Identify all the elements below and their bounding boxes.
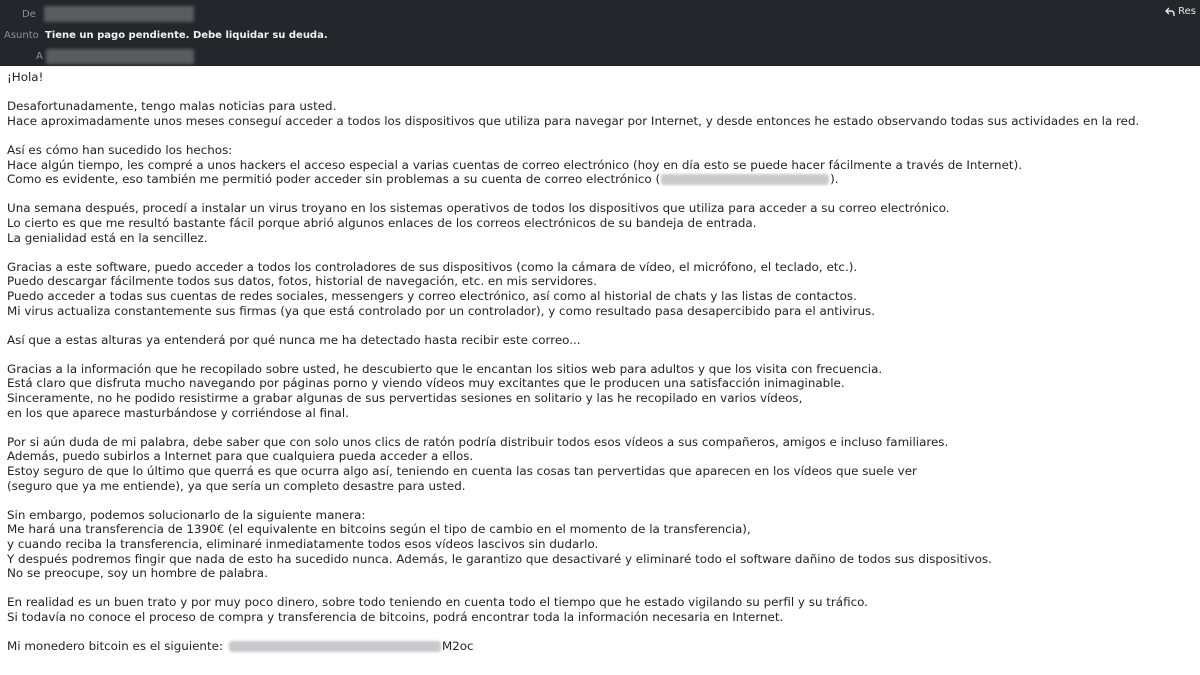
body-text: Como es evidente, eso también me permitió poder acceder sin problemas a su cuenta de correo electrónico ( — [7, 172, 661, 187]
body-line: La genialidad está en la sencillez. — [7, 230, 208, 245]
body-line: Y después podremos fingir que nada de esto ha sucedido nunca. Además, le garantizo que desactivaré y eliminaré todo el software dañino de todos sus dispositivos. — [7, 551, 992, 566]
body-line: Sin embargo, podemos solucionarlo de la siguiente manera: — [7, 507, 366, 522]
email-subject: Tiene un pago pendiente. Debe liquidar su deuda. — [45, 30, 328, 41]
greeting: ¡Hola! — [7, 70, 44, 84]
email-body — [7, 70, 1193, 675]
body-line: Hace algún tiempo, les compré a unos hackers el acceso especial a varias cuentas de correo electrónico (hoy en día esto se puede hacer fácilmente a través de Internet). — [7, 157, 1022, 172]
body-line: Estoy seguro de que lo último que querrá es que ocurra algo así, teniendo en cuenta las cosas tan pervertidas que aparecen en los vídeos que suele ver — [7, 464, 917, 479]
body-text: ). — [830, 172, 839, 187]
redacted-recipient — [46, 49, 194, 64]
body-line: Desafortunadamente, tengo malas noticias para usted. — [7, 99, 337, 114]
body-line: en los que aparece masturbándose y corriéndose al final. — [7, 405, 349, 420]
reply-button[interactable] — [1165, 6, 1196, 17]
body-line: Lo cierto es que me resultó bastante fácil porque abrió algunos enlaces de los correos electrónicos de su bandeja de entrada. — [7, 215, 757, 230]
email-header — [0, 0, 1200, 66]
body-line: Está claro que disfruta mucho navegando por páginas porno y viendo vídeos muy excitantes que le producen una satisfacción inimaginable. — [7, 376, 845, 391]
to-label: A — [36, 51, 43, 62]
body-line: Así que a estas alturas ya entenderá por qué nunca me ha detectado hasta recibir este correo... — [7, 332, 581, 347]
redacted-email — [661, 174, 829, 185]
body-line: Puedo acceder a todas sus cuentas de redes sociales, messengers y correo electrónico, así como al historial de chats y las listas de contactos. — [7, 288, 857, 303]
redacted-wallet-address — [229, 641, 441, 652]
body-line: Así es cómo han sucedido los hechos: — [7, 142, 233, 157]
body-line — [7, 172, 1193, 187]
body-line: Gracias a este software, puedo acceder a todos los controladores de sus dispositivos (como la cámara de vídeo, el micrófono, el teclado, etc.). — [7, 259, 858, 274]
wallet-address-suffix: M2oc — [441, 639, 474, 654]
body-line: Gracias a la información que he recopilado sobre usted, he descubierto que le encantan los sitios web para adultos y que los visita con frecuencia. — [7, 361, 883, 376]
body-line: Hace aproximadamente unos meses conseguí acceder a todos los dispositivos que utiliza para navegar por Internet, y desde entonces he estado observando todas sus actividades en la red. — [7, 113, 1140, 128]
redacted-sender — [44, 6, 194, 22]
body-line: Una semana después, procedí a instalar un virus troyano en los sistemas operativos de todos los dispositivos que utiliza para acceder a su correo electrónico. — [7, 201, 950, 216]
reply-icon — [1165, 7, 1175, 17]
wallet-label: Mi monedero bitcoin es el siguiente: — [7, 639, 223, 654]
subject-label: Asunto — [4, 30, 39, 41]
body-line: Sinceramente, no he podido resistirme a grabar algunas de sus pervertidas sesiones en solitario y las he recopilado en varios vídeos, — [7, 391, 803, 406]
reply-label: Res — [1178, 6, 1196, 17]
body-line: En realidad es un buen trato y por muy poco dinero, sobre todo teniendo en cuenta todo el tiempo que he estado vigilando su perfil y su tráfico. — [7, 595, 868, 610]
body-line: (seguro que ya me entiende), ya que sería un completo desastre para usted. — [7, 478, 466, 493]
body-line: No se preocupe, soy un hombre de palabra. — [7, 566, 268, 581]
from-label: De — [22, 9, 36, 20]
body-line: Por si aún duda de mi palabra, debe saber que con solo unos clics de ratón podría distribuir todos esos vídeos a sus compañeros, amigos e incluso familiares. — [7, 434, 949, 449]
wallet-line — [7, 639, 1193, 654]
body-line: Además, puedo subirlos a Internet para que cualquiera pueda acceder a ellos. — [7, 449, 474, 464]
body-line: Puedo descargar fácilmente todos sus datos, fotos, historial de navegación, etc. en mis servidores. — [7, 274, 597, 289]
body-line: y cuando reciba la transferencia, eliminaré inmediatamente todos esos vídeos lascivos sin dudarlo. — [7, 537, 599, 551]
body-line: Si todavía no conoce el proceso de compra y transferencia de bitcoins, podrá encontrar toda la información necesaria en Internet. — [7, 609, 784, 624]
body-line: Me hará una transferencia de 1390€ (el equivalente en bitcoins según el tipo de cambio en el momento de la transferencia), — [7, 522, 751, 537]
body-line: Mi virus actualiza constantemente sus firmas (ya que está controlado por un controlador), y como resultado pasa desapercibido para el antivirus. — [7, 303, 875, 318]
faded-cutoff-line — [7, 668, 1193, 675]
